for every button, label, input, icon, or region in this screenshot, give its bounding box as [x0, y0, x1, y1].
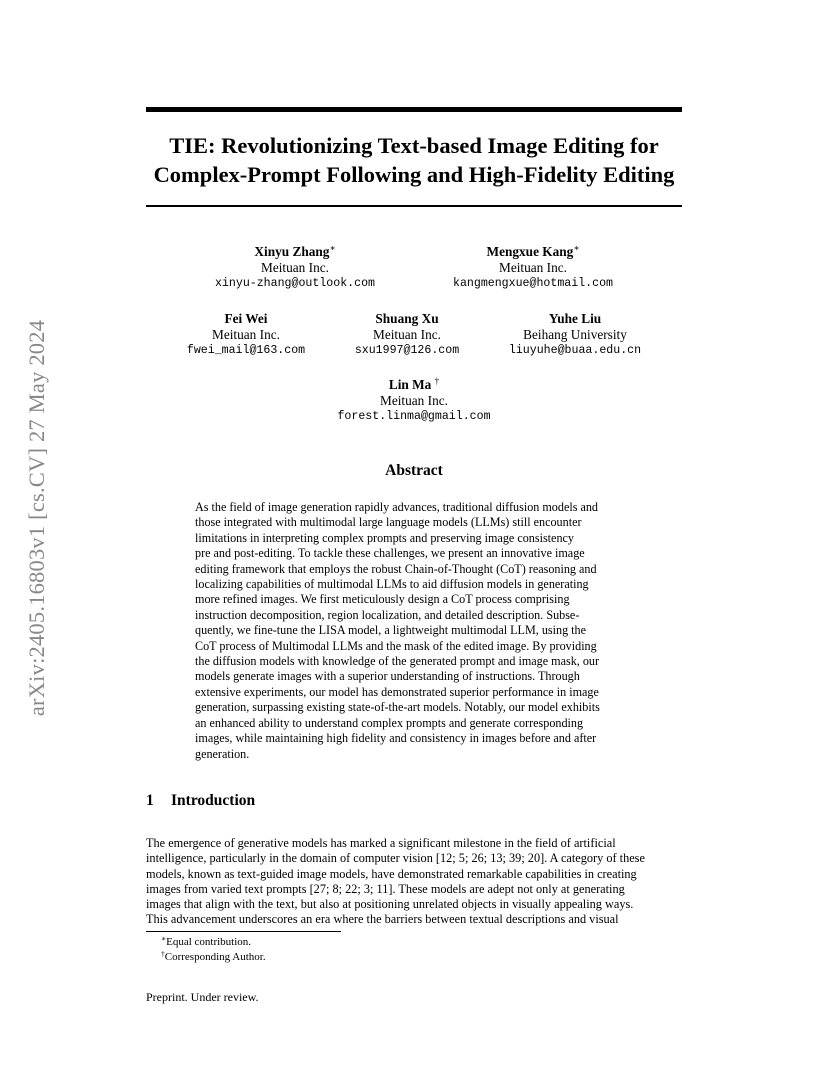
abstract-line: pre and post-editing. To tackle these challenges, we present an innovative image: [195, 546, 585, 561]
author-block: [175, 244, 415, 292]
author-email: liuyuhe@buaa.edu.cn: [508, 344, 642, 357]
intro-line: images from varied text prompts [27; 8; 22; 3; 11]. These models are adept not only at generating: [146, 881, 625, 896]
author-affiliation: Meituan Inc.: [212, 327, 280, 342]
author-affiliation: Beihang University: [523, 327, 627, 342]
abstract-line: CoT process of Multimodal LLMs and the mask of the edited image. By providing: [195, 638, 597, 653]
abstract-line: those integrated with multimodal large language models (LLMs) still encounter: [195, 515, 582, 530]
author-affiliation: Meituan Inc.: [261, 260, 329, 275]
title-bottom-rule: [146, 205, 682, 207]
author-email: xinyu-zhang@outlook.com: [214, 277, 376, 290]
abstract-text: [195, 500, 635, 762]
author-block: [455, 311, 695, 359]
arxiv-identifier-stamp: arXiv:2405.16803v1 [cs.CV] 27 May 2024: [24, 319, 49, 717]
author-email: fwei_mail@163.com: [186, 344, 306, 357]
intro-line: images that align with the text, but also at positioning unrelated objects in visually appealing ways.: [146, 897, 634, 912]
footnotes: [161, 935, 266, 965]
footnote-equal-contribution: ∗Equal contribution.: [161, 934, 252, 948]
author-affiliation: Meituan Inc.: [499, 260, 567, 275]
section-title: Introduction: [171, 792, 256, 809]
author-name: Xinyu Zhang∗: [254, 243, 336, 259]
author-name: Shuang Xu: [375, 311, 439, 326]
title-top-rule: [146, 107, 682, 112]
abstract-line: more refined images. We first meticulously design a CoT process comprising: [195, 592, 570, 607]
abstract-line: editing framework that employs the robust Chain-of-Thought (CoT) reasoning and: [195, 561, 597, 576]
author-email: forest.linma@gmail.com: [337, 410, 491, 423]
abstract-line: quently, we fine-tune the LISA model, a lightweight multimodal LLM, using the: [195, 623, 587, 638]
paper-title: [120, 131, 708, 189]
author-email: sxu1997@126.com: [354, 344, 460, 357]
abstract-line: generation, surpassing existing state-of-the-art models. Notably, our model exhibits: [195, 700, 600, 715]
author-affiliation: Meituan Inc.: [380, 393, 448, 408]
section-number: 1: [146, 792, 154, 809]
intro-line: The emergence of generative models has marked a significant milestone in the field of artificial: [146, 836, 616, 850]
author-name: Mengxue Kang∗: [486, 243, 580, 259]
paper-title-line-1: TIE: Revolutionizing Text-based Image Editing for: [169, 133, 659, 158]
abstract-line: generation.: [195, 746, 250, 761]
equal-contribution-mark: ∗: [329, 243, 336, 253]
introduction-text: [146, 836, 686, 928]
author-affiliation: Meituan Inc.: [373, 327, 441, 342]
abstract-line: localizing capabilities of multimodal LLMs to aid diffusion models in generating: [195, 577, 589, 592]
abstract-line: the diffusion models with knowledge of the generated prompt and image mask, our: [195, 654, 600, 669]
footnote-corresponding-author: †Corresponding Author.: [161, 949, 266, 963]
author-name: Yuhe Liu: [548, 311, 602, 326]
intro-line: intelligence, particularly in the domain of computer vision [12; 5; 26; 13; 39; 20]. A category of these: [146, 851, 645, 866]
paper-title-line-2: Complex-Prompt Following and High-Fidelity Editing: [153, 162, 675, 187]
author-email: kangmengxue@hotmail.com: [452, 277, 614, 290]
abstract-line: limitations in interpreting complex prompts and preserving image consistency: [195, 530, 574, 545]
intro-line: models, known as text-guided image models, have demonstrated remarkable capabilities in creating: [146, 866, 637, 881]
footnote-separator: [146, 931, 341, 932]
author-block: [413, 244, 653, 292]
abstract-line: images, while maintaining high fidelity and consistency in images before and after: [195, 731, 597, 746]
intro-line: This advancement underscores an era where the barriers between textual descriptions and visual: [146, 912, 619, 927]
corresponding-author-mark: †: [434, 376, 440, 386]
author-block: [294, 377, 534, 425]
abstract-line: As the field of image generation rapidly advances, traditional diffusion models and: [195, 500, 599, 514]
section-heading-introduction: [146, 792, 255, 810]
abstract-line: instruction decomposition, region localization, and detailed description. Subse-: [195, 607, 580, 622]
equal-contribution-mark: ∗: [573, 243, 580, 253]
abstract-heading: Abstract: [385, 462, 443, 479]
preprint-note: Preprint. Under review.: [146, 990, 259, 1004]
author-name: Fei Wei: [224, 311, 268, 326]
abstract-line: an enhanced ability to understand complex prompts and generate corresponding: [195, 715, 584, 730]
abstract-line: extensive experiments, our model has demonstrated superior performance in image: [195, 684, 599, 699]
author-name: Lin Ma †: [388, 376, 440, 392]
abstract-line: models generate images with a superior understanding of instructions. Through: [195, 669, 580, 684]
